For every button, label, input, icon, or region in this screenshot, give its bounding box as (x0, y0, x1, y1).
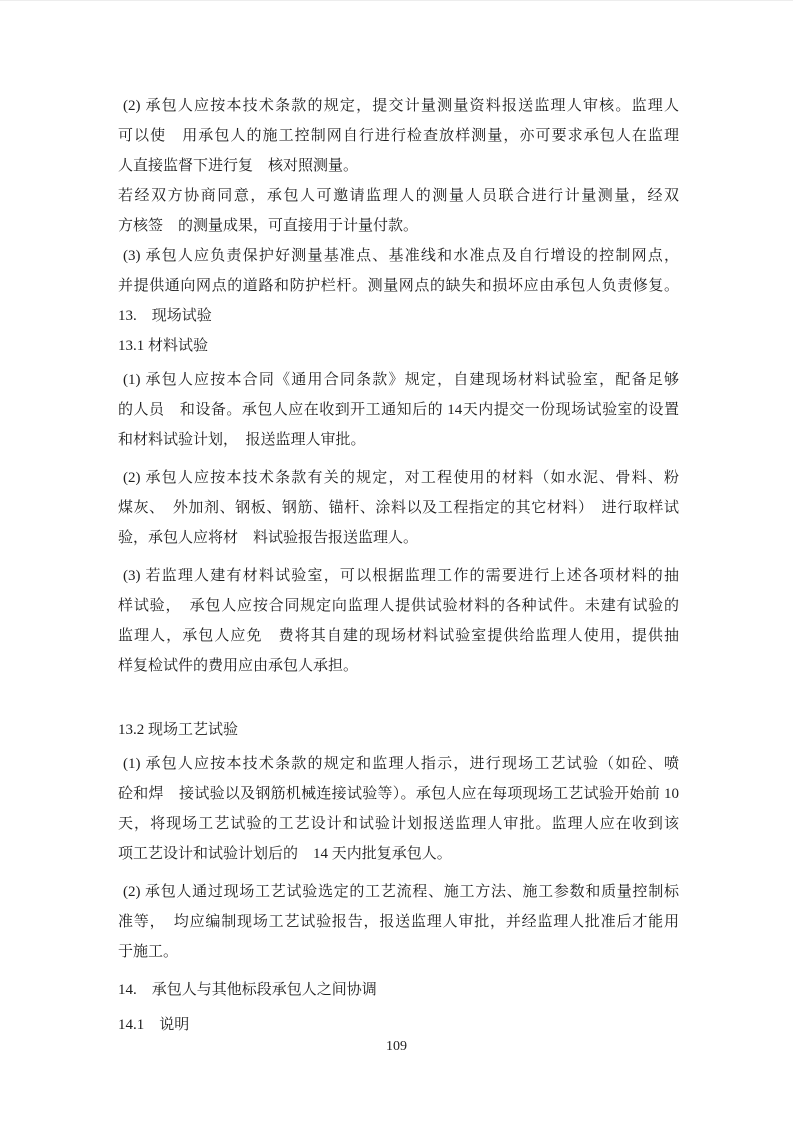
text-line: 14.1 说明 (118, 1017, 190, 1033)
text-line: (2) 承包人应按本技术条款的规定，提交计量测量资料报送监理人审核。监理人 (123, 98, 679, 114)
text-line: (2) 承包人应按本技术条款有关的规定，对工程使用的材料（如水泥、骨料、粉 (123, 470, 679, 486)
text-line: 砼和焊 接试验以及钢筋机械连接试验等）。承包人应在每项现场工艺试验开始前 10 (118, 786, 679, 802)
text-line: 样试验， 承包人应按合同规定向监理人提供试验材料的各种试件。未建有试验的 (118, 598, 679, 614)
text-line: (3) 承包人应负责保护好测量基准点、基准线和水准点及自行增设的控制网点， (123, 248, 679, 264)
text-block (118, 91, 679, 1040)
paragraph-13-2-1 (118, 749, 679, 869)
text-line: 监理人，承包人应免 费将其自建的现场材料试验室提供给监理人使用，提供抽 (118, 628, 679, 644)
text-line: 样复检试件的费用应由承包人承担。 (118, 658, 359, 674)
heading-13-2-process-tests (118, 715, 679, 745)
text-line: 并提供通向网点的道路和防护栏杆。测量网点的缺失和损坏应由承包人负责修复。 (118, 278, 679, 294)
text-line: (2) 承包人通过现场工艺试验选定的工艺流程、施工方法、施工参数和质量控制标 (123, 884, 679, 900)
text-line: 方核签 的测量成果，可直接用于计量付款。 (118, 218, 419, 234)
text-line: 可以使 用承包人的施工控制网自行进行检查放样测量，亦可要求承包人在监理 (118, 128, 679, 144)
heading-13-site-tests (118, 301, 679, 331)
heading-14-coordination (118, 975, 679, 1005)
page-number: 109 (386, 1039, 407, 1054)
text-line: 人直接监督下进行复 核对照测量。 (118, 158, 359, 174)
text-line: 于施工。 (118, 944, 179, 960)
heading-14-1-description (118, 1010, 679, 1040)
paragraph-13-2-2 (118, 877, 679, 967)
text-line: 煤灰、 外加剂、钢板、钢筋、锚杆、涂料以及工程指定的其它材料） 进行取样试 (118, 500, 679, 516)
text-line: 13. 现场试验 (118, 308, 212, 324)
paragraph-joint-survey (118, 181, 679, 241)
text-line: 验，承包人应将材 料试验报告报送监理人。 (118, 530, 419, 546)
text-line: 天，将现场工艺试验的工艺设计和试验计划报送监理人审批。监理人应在收到该 (118, 816, 679, 832)
text-line: (3) 若监理人建有材料试验室，可以根据监理工作的需要进行上述各项材料的抽 (123, 568, 679, 584)
paragraph-3-benchmark-protection (118, 241, 679, 301)
text-line: 14. 承包人与其他标段承包人之间协调 (118, 982, 377, 998)
paragraph-13-1-3 (118, 561, 679, 681)
text-line: (1) 承包人应按本技术条款的规定和监理人指示，进行现场工艺试验（如砼、喷 (123, 756, 679, 772)
paragraph-13-1-1 (118, 365, 679, 455)
text-line: 和材料试验计划， 报送监理人审批。 (118, 432, 366, 448)
text-line: 若经双方协商同意，承包人可邀请监理人的测量人员联合进行计量测量，经双 (118, 188, 679, 204)
text-line: 的人员 和设备。承包人应在收到开工通知后的 14天内提交一份现场试验室的设置 (118, 402, 679, 418)
paragraph-13-1-2 (118, 463, 679, 553)
heading-13-1-material-tests (118, 331, 679, 361)
paragraph-2-survey-data (118, 91, 679, 181)
text-line: 准等， 均应编制现场工艺试验报告，报送监理人审批，并经监理人批准后才能用 (118, 914, 679, 930)
text-line: 项工艺设计和试验计划后的 14 天内批复承包人。 (118, 846, 452, 862)
text-line: (1) 承包人应按本合同《通用合同条款》规定，自建现场材料试验室，配备足够 (123, 372, 679, 388)
text-line: 13.2 现场工艺试验 (118, 722, 239, 738)
text-line: 13.1 材料试验 (118, 338, 209, 354)
